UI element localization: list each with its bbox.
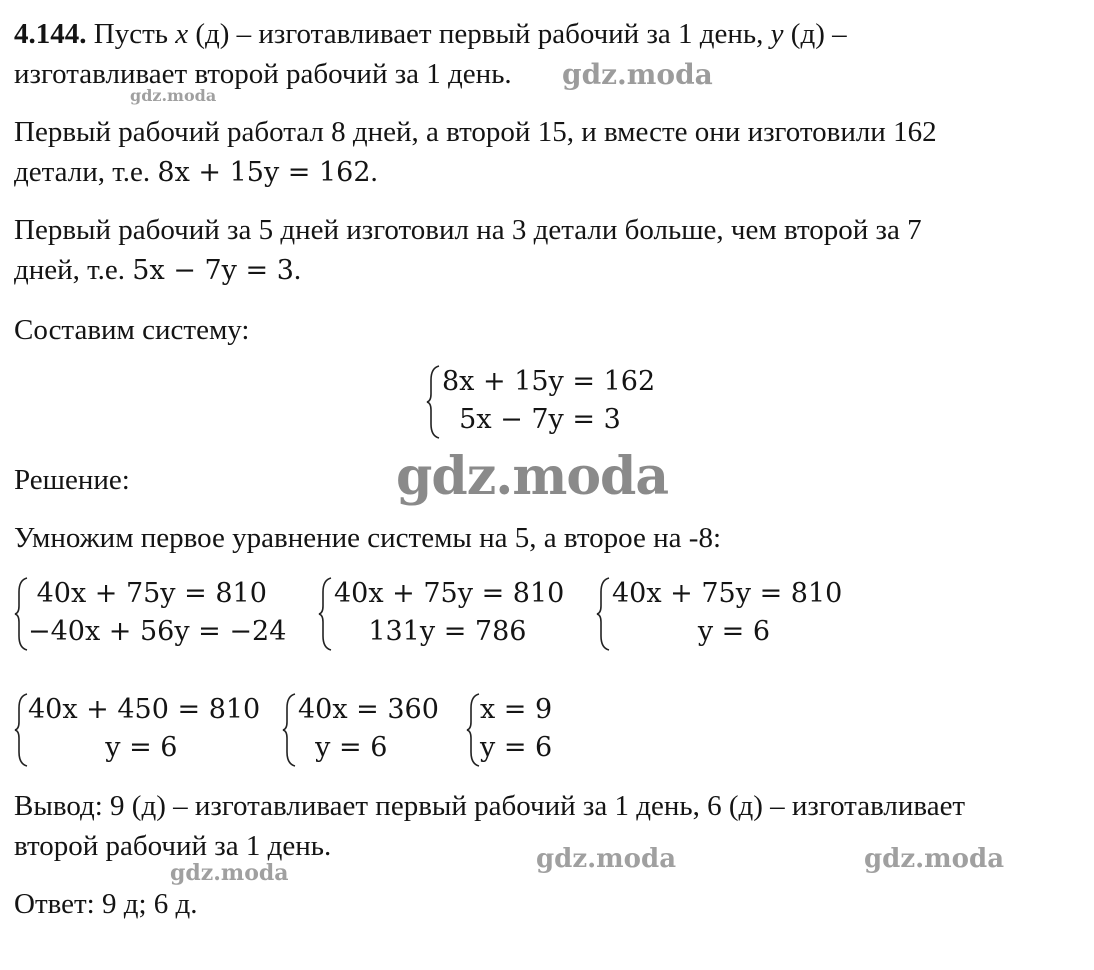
watermark: gdz.moda — [170, 860, 289, 886]
step-system-1 — [14, 576, 314, 652]
brace-icon — [318, 576, 334, 652]
para2-line2 — [14, 252, 301, 289]
main-system — [426, 364, 686, 440]
para2-equation: 5x − 7y = 3 — [132, 255, 294, 286]
step3-row2: y = 6 — [612, 616, 771, 647]
step1-row2: −40x + 56y = −24 — [28, 616, 287, 647]
step2-row2: 131y = 786 — [334, 616, 527, 647]
step5-row1: 40x = 360 — [298, 694, 439, 725]
step4-row1: 40x + 450 = 810 — [28, 694, 261, 725]
brace-icon — [596, 576, 612, 652]
answer: Ответ: 9 д; 6 д. — [14, 888, 198, 920]
step3-row1: 40x + 75y = 810 — [612, 578, 843, 609]
main-system-row1: 8x + 15y = 162 — [442, 366, 656, 397]
watermark: gdz.moda — [864, 844, 1005, 874]
brace-icon — [282, 692, 298, 768]
para1-line2 — [14, 154, 378, 191]
intro-a: Пусть — [86, 18, 176, 50]
para1-text: детали, т.е. — [14, 156, 158, 188]
compose-label: Составим систему: — [14, 314, 250, 346]
intro-c: (д) – — [783, 18, 847, 50]
step6-row2: y = 6 — [480, 732, 553, 763]
step5-row2: y = 6 — [298, 732, 388, 763]
watermark: gdz.moda — [130, 86, 217, 105]
step-system-3 — [596, 576, 866, 652]
step-system-5 — [282, 692, 462, 768]
main-system-row2: 5x − 7y = 3 — [442, 404, 621, 435]
para1-line1: Первый рабочий работал 8 дней, а второй 15, и вместе они изготовили 162 — [14, 116, 937, 148]
step-system-4 — [14, 692, 284, 768]
conclusion-line1: Вывод: 9 (д) – изготавливает первый рабочий за 1 день, 6 (д) – изготавливает — [14, 790, 966, 822]
problem-number: 4.144. — [14, 18, 87, 50]
step-system-6 — [466, 692, 576, 768]
para1-end: . — [370, 156, 378, 188]
multiply-text: Умножим первое уравнение системы на 5, а второе на -8: — [14, 522, 722, 554]
step4-row2: y = 6 — [28, 732, 178, 763]
problem-header — [14, 16, 847, 52]
var-x: x — [175, 18, 189, 50]
solution-label: Решение: — [14, 464, 130, 496]
step-system-2 — [318, 576, 588, 652]
para2-line1: Первый рабочий за 5 дней изготовил на 3 детали больше, чем второй за 7 — [14, 214, 922, 246]
brace-icon — [426, 364, 442, 440]
step6-row1: x = 9 — [480, 694, 553, 725]
para1-equation: 8x + 15y = 162 — [157, 157, 371, 188]
watermark: gdz.moda — [562, 58, 713, 91]
watermark: gdz.moda — [536, 844, 677, 874]
step1-row1: 40x + 75y = 810 — [28, 578, 267, 609]
para2-text: дней, т.е. — [14, 254, 133, 286]
step2-row1: 40x + 75y = 810 — [334, 578, 565, 609]
conclusion-line2: второй рабочий за 1 день. — [14, 830, 332, 862]
para2-end: . — [293, 254, 302, 286]
intro-line-2: изготавливает второй рабочий за 1 день. — [14, 58, 512, 90]
watermark: gdz.moda — [396, 446, 669, 507]
intro-b: (д) – изготавливает первый рабочий за 1 день, — [188, 18, 771, 50]
var-y: y — [770, 18, 784, 50]
